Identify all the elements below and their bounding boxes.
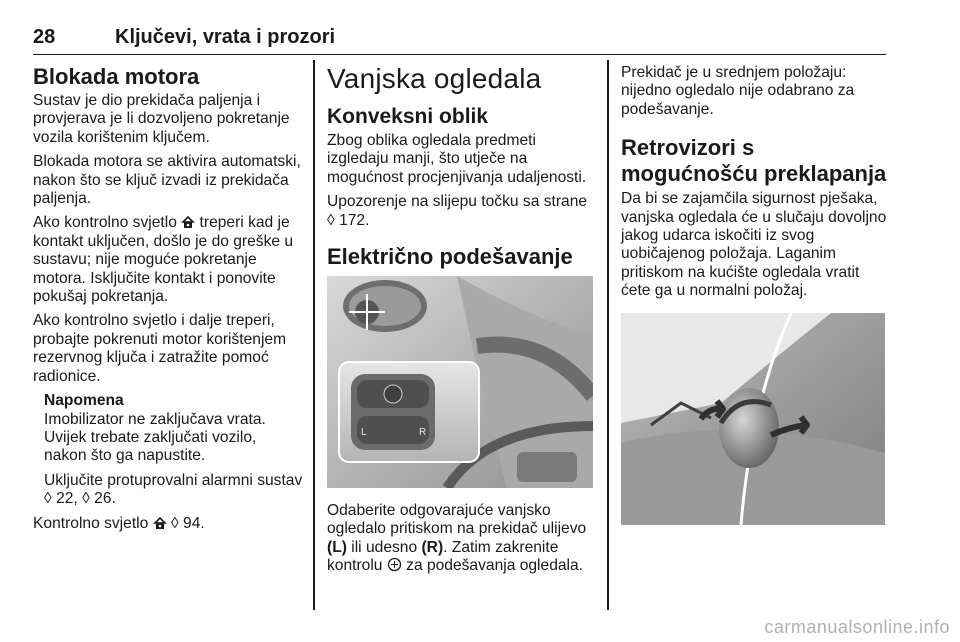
paragraph: Prekidač je u srednjem položaju: nijedno ogledalo nije odabrano za podešavanje. [621, 64, 855, 118]
column-1 [33, 64, 303, 539]
paragraph: Upozorenje na slijepu točku sa strane ◊ 172. [327, 193, 588, 229]
chapter-title: Ključevi, vrata i prozori [115, 26, 336, 48]
page-ref-icon[interactable]: ◊ [170, 514, 179, 532]
paragraph: Zbog oblika ogledala predmeti izgledaju manji, što utječe na mogućnost procjenjivanja udaljenosti. [327, 132, 587, 186]
section-heading: Retrovizori s mogućnošću preklapanja [621, 135, 887, 187]
switch-label-l: L [361, 427, 367, 439]
paragraph: Kontrolno svjetlo ◊ 94. [33, 514, 205, 532]
note-text: Uključite protuprovalni alarmni sustav ◊ 22, ◊ 26. [44, 471, 303, 508]
paragraph: Da bi se zajamčila sigurnost pješaka, vanjska ogledala će u slučaju dovoljno jakog udarca iskočiti iz svog uobičajenog položaja. Laganim pritiskom na kućište ogledala vratit ćete ga u normalni položaj. [621, 190, 887, 300]
note-title: Napomena [44, 392, 124, 410]
watermark: carmanualsonline.info [764, 617, 950, 637]
page-ref-icon[interactable]: ◊ [82, 490, 90, 508]
column-divider [313, 60, 315, 610]
mirror-adjust-icon [387, 557, 402, 572]
folding-mirror-illustration [621, 313, 885, 525]
note-text: Imobilizator ne zaključava vrata. Uvijek trebate zaključati vozilo, nakon što ga napustite. [44, 410, 266, 465]
paragraph: Blokada motora se aktivira automatski, nakon što se ključ izvadi iz prekidača paljenja. [33, 153, 301, 208]
switch-label-r: R [419, 427, 427, 439]
section-heading: Vanjska ogledala [327, 63, 542, 94]
column-3 [621, 64, 889, 539]
page-ref-icon[interactable]: ◊ [44, 490, 52, 508]
subsection-heading: Električno podešavanje [327, 244, 573, 270]
subsection-heading: Konveksni oblik [327, 105, 489, 128]
paragraph: Ako kontrolno svjetlo treperi kad je kontakt uključen, došlo je do greške u sustavu; nije moguće pokretanje motora. Isključite kontakt i ponovite pokušaj pokretanja. [33, 214, 294, 306]
page-ref[interactable]: 22 [56, 490, 74, 508]
page-ref[interactable]: 94 [183, 514, 201, 532]
page-number: 28 [33, 26, 56, 48]
paragraph: Odaberite odgovarajuće vanjsko ogledalo pritiskom na prekidač ulijevo (L) ili udesno (R). Zatim zakrenite kontrolu za podešavanja ogledala. [327, 502, 587, 575]
note-box [44, 392, 303, 508]
paragraph: Ako kontrolno svjetlo i dalje treperi, probajte pokrenuti motor korištenjem rezervnog ključa i zatražite pomoć radionice. [33, 312, 287, 385]
page-ref-icon[interactable]: ◊ [327, 211, 335, 229]
page-header [33, 26, 886, 55]
section-heading: Blokada motora [33, 64, 200, 89]
column-divider [607, 60, 609, 610]
column-2 [327, 64, 595, 582]
page-ref[interactable]: 26 [94, 490, 112, 508]
mirror-switch-illustration [327, 276, 593, 488]
page-ref[interactable]: 172 [339, 211, 366, 229]
immobilizer-warning-icon [181, 215, 195, 229]
paragraph: Sustav je dio prekidača paljenja i provjerava je li dozvoljeno pokretanje vozila korištenim ključem. [33, 92, 290, 146]
immobilizer-warning-icon [153, 516, 167, 530]
